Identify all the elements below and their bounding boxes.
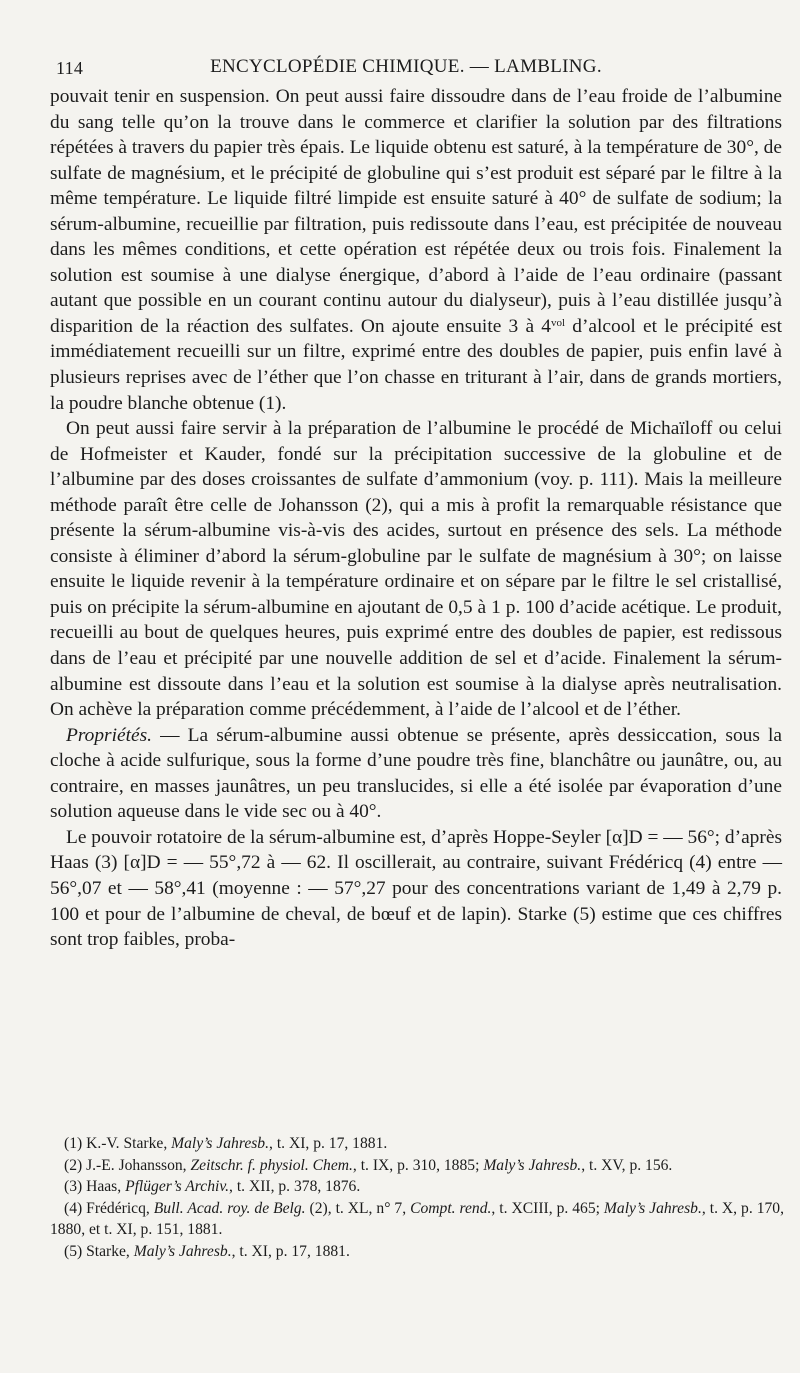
superscript-vol: vol — [550, 316, 566, 329]
body-text — [50, 84, 782, 953]
paragraph-4: Le pouvoir rotatoire de la sérum-albumine est, d’après Hoppe-Seyler [α]D = — 56°; d’après Haas (3) [α]D = — 55°,72 à — 62. Il oscillerait, au contraire, suivant Frédéricq (4) entre — 56°,07 et — 58°,41 (moyenne : — 57°,27 pour des concentrations variant de 1,49 à 2,79 p. 100 et pour de l’albumine de cheval, de bœuf et de lapin). Starke (5) estime que ces chiffres sont trop faibles, proba- — [50, 826, 782, 951]
page-number: 114 — [56, 58, 84, 78]
footnote-3-ref: , t. XII, p. 378, 1876. — [229, 1178, 361, 1196]
footnotes — [50, 1133, 784, 1263]
page-header — [52, 54, 760, 84]
footnote-3-author: (3) Haas, — [64, 1178, 126, 1196]
section-label-proprietes: Propriétés. — [66, 724, 152, 746]
paragraph-3-text: — La sérum-albumine aussi obtenue se présente, après dessiccation, sous la cloche à acide sulfurique, sous la forme d’une poudre très fine, blanchâtre ou jaunâtre, ou, au contraire, en masses jaunâtres, un peu translucides, si elle a été isolée par évaporation d’une solution aqueuse dans le vide sec ou à 40°. — [50, 724, 782, 823]
paragraph-1-end: d’alcool et le précipité est immédiatement recueilli sur un filtre, exprimé entre des doubles de papier, puis enfin lavé à plusieurs reprises avec de l’éther que l’on chasse en triturant à l’air, dans de grands mortiers, la poudre blanche obtenue (1). — [50, 315, 782, 414]
footnote-4-journal-2: Compt. rend. — [410, 1199, 492, 1217]
footnote-2-ref-2: , t. XV, p. 156. — [581, 1156, 673, 1174]
paragraph-1-text: pouvait tenir en suspension. On peut aussi faire dissoudre dans de l’eau froide de l’albumine du sang telle qu’on la trouve dans le commerce et clarifier la solution par des filtrations répétées à travers du papier très épais. Le liquide obtenu est saturé, à la température de 30°, de sulfate de magnésium, et le précipité de globuline qui s’est produit est séparé par le filtre à la même température. Le liquide filtré limpide est ensuite saturé à 40° de sulfate de sodium; la sérum-albumine, recueillie par filtration, puis redissoute dans l’eau, est précipitée de nouveau dans les mêmes conditions, et cette opération est répétée deux ou trois fois. Finalement la solution est soumise à une dialyse énergique, d’abord à l’aide de l’eau ordinaire (passant autant que possible en un courant continu autour du dialyseur), puis à l’eau distillée jusqu’à disparition de la réaction des sulfates. On ajoute ensuite 3 à 4 — [50, 86, 782, 337]
footnote-5 — [50, 1241, 784, 1263]
footnote-3-journal: Pflüger’s Archiv. — [125, 1178, 230, 1196]
footnote-4-ref-3: , t. X, p. 170, 1880, et t. XI, p. 151, 1881. — [50, 1199, 784, 1239]
footnote-2-journal: Zeitschr. f. physiol. Chem. — [190, 1156, 353, 1174]
footnote-2-author: (2) J.-E. Johansson, — [64, 1156, 191, 1174]
footnote-5-author: (5) Starke, — [64, 1242, 134, 1260]
footnote-4-journal: Bull. Acad. roy. de Belg. — [153, 1199, 306, 1217]
footnote-5-journal: Maly’s Jahresb. — [133, 1242, 232, 1260]
paragraph-3 — [50, 723, 782, 825]
footnote-2-ref: , t. IX, p. 310, 1885; — [352, 1156, 484, 1174]
footnote-1 — [50, 1133, 784, 1155]
footnote-2 — [50, 1155, 784, 1177]
footnote-5-ref: , t. XI, p. 17, 1881. — [231, 1242, 350, 1260]
footnote-2-journal-2: Maly’s Jahresb. — [483, 1156, 582, 1174]
footnote-3 — [50, 1176, 784, 1198]
footnote-1-ref: , t. XI, p. 17, 1881. — [269, 1135, 388, 1152]
footnote-4-ref: (2), t. XL, n° 7, — [305, 1199, 411, 1217]
running-head: ENCYCLOPÉDIE CHIMIQUE. — LAMBLING. — [210, 56, 602, 77]
footnote-4 — [50, 1198, 784, 1241]
footnote-4-ref-2: , t. XCIII, p. 465; — [491, 1199, 604, 1217]
footnote-1-journal: Maly’s Jahresb. — [171, 1135, 270, 1152]
footnote-4-author: (4) Frédéricq, — [64, 1199, 154, 1217]
footnote-1-author: (1) K.-V. Starke, — [64, 1135, 172, 1152]
paragraph-2: On peut aussi faire servir à la préparation de l’albumine le procédé de Michaïloff ou celui de Hofmeister et Kauder, fondé sur la précipitation successive de la globuline et de l’albumine par des doses croissantes de sulfate d’ammonium (voy. p. 111). Mais la meilleure méthode paraît être celle de Johansson (2), qui a mis à profit la remarquable résistance que présente la sérum-albumine vis-à-vis des acides, surtout en présence des sels. La méthode consiste à éliminer d’abord la sérum-globuline par le sulfate de magnésium à 30°; on laisse ensuite le liquide revenir à la température ordinaire et on sépare par le filtre le sel cristallisé, puis on précipite la sérum-albumine en ajoutant de 0,5 à 1 p. 100 d’acide acétique. Le produit, recueilli au bout de quelques heures, puis exprimé entre des doubles de papier, est redissous dans de l’eau et précipité par une nouvelle addition de sel et d’acide. Finalement la sérum-albumine est dissoute dans l’eau et la solution est soumise à la dialyse après neutralisation. On achève la préparation comme précédemment, à l’aide de l’alcool et de l’éther. — [50, 418, 782, 721]
footnote-4-journal-3: Maly’s Jahresb. — [603, 1199, 702, 1217]
paragraph-1 — [50, 84, 782, 416]
